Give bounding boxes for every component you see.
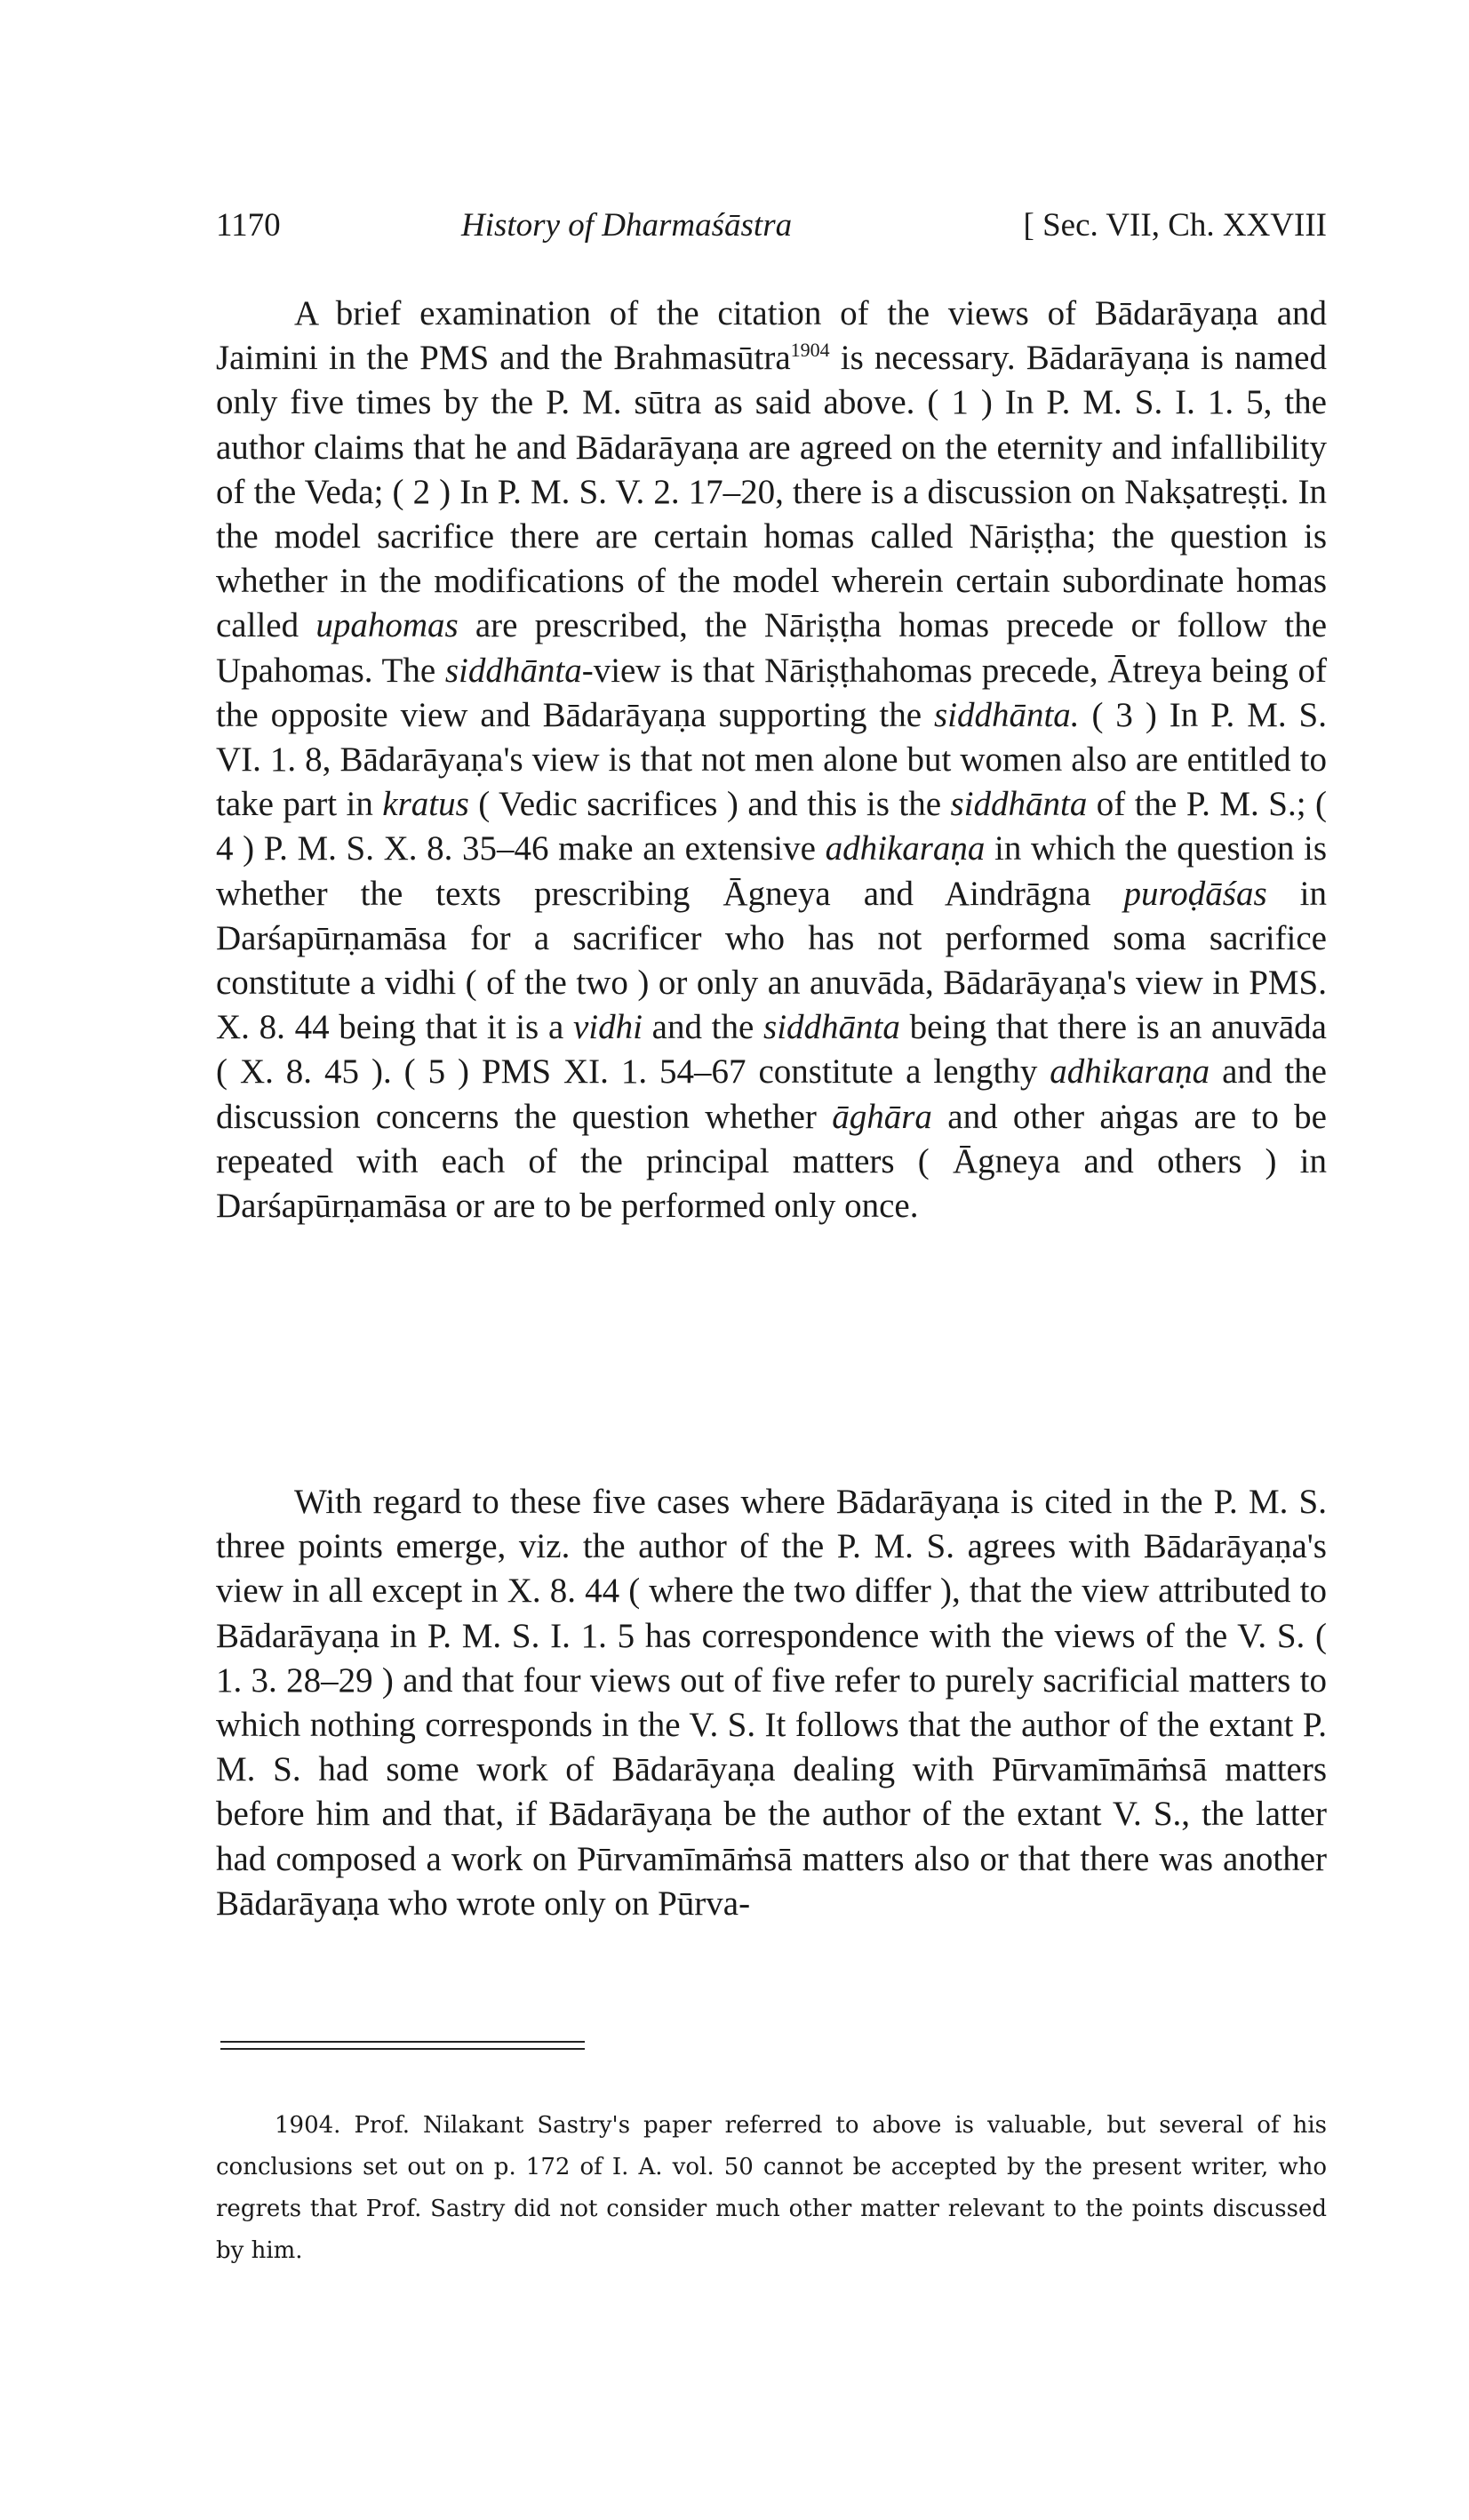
section-reference: [ Sec. VII, Ch. XXVIII [1023, 207, 1327, 244]
footnote-reference[interactable]: 1904 [790, 339, 830, 362]
footnote-1904: 1904. Prof. Nilakant Sastry's paper referred to above is valuable, but several of his conclusions set out on p. 172 of I. A. vol. 50 cannot be accepted by the present writer, who regrets that Prof. Sastry did not consider much other matter relevant to the points discussed by him. [216, 2112, 1327, 2264]
running-header [216, 206, 1327, 251]
footnote-divider [220, 2041, 585, 2043]
running-title: History of Dharmaśāstra [461, 207, 793, 244]
page-number: 1170 [216, 207, 281, 244]
footnote-divider [220, 2048, 585, 2050]
body-paragraph-2: With regard to these five cases where Bādarāyaṇa is cited in the P. M. S. three points emerge, viz. the author of the P. M. S. agrees with Bādarāyaṇa's view in all except in X. 8. 44 ( where the two differ ), that the view attributed to Bādarāyaṇa in P. M. S. I. 1. 5 has correspondence with the views of the V. S. ( 1. 3. 28–29 ) and that four views out of five refer to purely sacrificial matters to which nothing corresponds in the V. S. It follows that the author of the extant P. M. S. had some work of Bādarāyaṇa dealing with Pūrvamīmāṁsā matters before him and that, if Bādarāyaṇa be the author of the extant V. S., the latter had composed a work on Pūrvamīmāṁsā matters also or that there was another Bādarāyaṇa who wrote only on Pūrva- [216, 1483, 1327, 1923]
body-paragraph-1: A brief examination of the citation of the views of Bādarāyaṇa and Jaimini in the PMS and the Brahmasūtra$^{1904}$ is necessary. Bādarāyaṇa is named only five times by the P. M. sūtra as said above. ( 1 ) In P. M. S. I. 1. 5, the author claims that he and Bādarāyaṇa are agreed on the eternity and infallibility of the Veda; ( 2 ) In P. M. S. V. 2. 17–20, there is a discussion on Nakṣatreṣṭi. In the model sacrifice there are certain homas called Nāriṣṭha; the question is whether in the modifications of the model wherein certain subordinate homas called upahomas are prescribed, the Nāriṣṭha homas precede or follow the Upahomas. The siddhānta-view is that Nāriṣṭhahomas precede, Ātreya being of the opposite view and Bādarāyaṇa supporting the siddhānta. ( 3 ) In P. M. S. VI. 1. 8, Bādarāyaṇa's view is that not men alone but women also are entitled to take part in kratus ( Vedic sacrifices ) and this is the siddhānta of the P. M. S.; ( 4 ) P. M. S. X. 8. 35–46 make an extensive adhikaraṇa in which the question is whether the texts prescribing Āgneya and Aindrāgna puroḍāśas in Darśapūrṇamāsa for a sacrificer who has not performed soma sacrifice constitute a vidhi ( of the two ) or only an anuvāda, Bādarāyaṇa's view in PMS. X. 8. 44 being that it is a vidhi and the siddhānta being that there is an anuvāda ( X. 8. 45 ). ( 5 ) PMS XI. 1. 54–67 constitute a lengthy adhikaraṇa and the discussion concerns the question whether āghāra and other aṅgas are to be repeated with each of the principal matters ( Āgneya and others ) in Darśapūrṇamāsa or are to be performed only once. [216, 294, 1328, 1226]
footnote [216, 2105, 1327, 2272]
